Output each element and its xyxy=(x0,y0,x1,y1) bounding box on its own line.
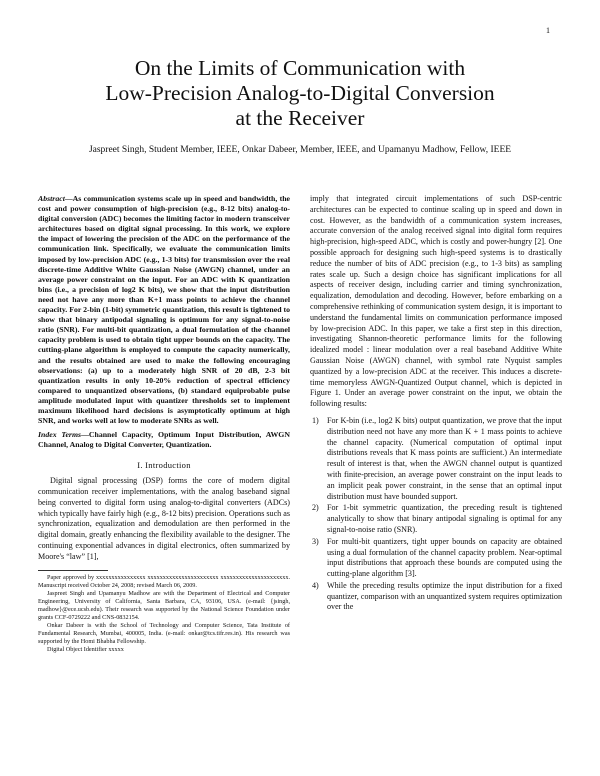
list-item xyxy=(310,581,562,613)
title-line-2: Low-Precision Analog-to-Digital Conversion xyxy=(105,81,495,105)
index-terms xyxy=(38,430,290,450)
list-item xyxy=(310,416,562,502)
list-item xyxy=(310,537,562,580)
right-column-paragraph: imply that integrated circuit implementations of such DSP-centric architectures can be expected to continue scaling up in speed and down in cost. However, as the bandwidth of a communication system increases, accurate conversion of the analog received signal into digital form requires high-precision, high-speed ADC, which is costly and power-hungry [2]. One possible approach for designing such high-speed systems is to drastically reduce the number of bits of ADC precision (e.g., to 1-3 bits) as sampling rates scale up. Such a design choice has significant implications for all aspects of receiver design, including carrier and timing synchronization, equalization, demodulation and decoding. However, before embarking on a comprehensive rethinking of communication system design, it is important to understand the fundamental limits on communication performance imposed by low-precision ADC. In this paper, we take a first step in this direction, investigating Shannon-theoretic performance limits for the following idealized model : linear modulation over a real baseband Additive White Gaussian Noise (AWGN) channel, with symbol rate Nyquist samples quantized by a low-precision ADC at the receiver. This induces a discrete-time memoryless AWGN-Quantized Output channel, which is depicted in Figure 1. Under an average power constraint on the input, we obtain the following results: xyxy=(310,194,562,409)
index-terms-label: Index Terms xyxy=(38,430,82,440)
right-column xyxy=(310,194,562,614)
list-item xyxy=(310,503,562,535)
title-line-3: at the Receiver xyxy=(235,106,365,130)
results-list xyxy=(310,416,562,613)
page-number: 1 xyxy=(546,26,550,35)
author-list: Jaspreet Singh, Student Member, IEEE, Onkar Dabeer, Member, IEEE, and Upamanyu Madhow, Fellow, IEEE xyxy=(88,145,512,155)
index-terms-text: —Channel Capacity, Optimum Input Distribution, AWGN Channel, Analog to Digital Converter, Quantization. xyxy=(38,430,290,450)
abstract xyxy=(38,194,290,426)
list-item-number: 1) xyxy=(312,415,319,425)
footnote-dabeer: Onkar Dabeer is with the School of Technology and Computer Science, Tata Institute of Fundamental Research, Mumbai, 400005, India. (e-mail: onkar@tcs.tifr.res.in). His research was supported by the Homi Bhabha Fellowship. xyxy=(38,621,290,645)
list-item-number: 3) xyxy=(312,536,319,546)
list-item-number: 2) xyxy=(312,503,319,513)
list-item-text: For K-bin (i.e., log2 K bits) output quantization, we prove that the input distribution need not have any more than K + 1 mass points to achieve the channel capacity. (Numerical computation of optimal input distributions reveals that K mass points are sufficient.) An intermediate result of interest is that, when the AWGN channel output is quantized with finite-precision, an average power constraint on the input leads to an implicit peak power constraint, in the sense that an optimal input distribution must have bounded support. xyxy=(327,415,562,501)
list-item-text: For 1-bit symmetric quantization, the preceding result is tightened analytically to show that binary antipodal signaling is optimal for any signal-to-noise ratio (SNR). xyxy=(327,503,562,534)
list-item-text: While the preceding results optimize the input distribution for a fixed quantizer, comparison with an unquantized system requires optimization over the xyxy=(327,580,562,612)
footnote-approval: Paper approved by xxxxxxxxxxxxxxxx xxxxxxxxxxxxxxxxxxxxxxx xxxxxxxxxxxxxxxxxxxxxx. Manuscript received October 24, 2008; revised March 06, 2009. xyxy=(38,573,290,589)
paper-title xyxy=(60,56,540,131)
abstract-label: Abstract xyxy=(38,194,65,203)
left-column xyxy=(38,194,290,654)
intro-paragraph: Digital signal processing (DSP) forms the core of modern digital communication receiver implementations, with the analog baseband signal being converted to digital form using analog-to-digital converters (ADCs) which typically have fairly high (e.g., 8-12 bits) precision. Operations such as synchronization, equalization and demodulation are then performed in the digital domain, greatly enhancing the flexibility available to the designer. The continuing exponential advances in digital electronics, often summarized by Moore's “law” [1], xyxy=(38,476,290,561)
footnote-singh-madhow: Jaspreet Singh and Upamanyu Madhow are with the Department of Electrical and Computer Engineering, University of California, Santa Barbara, CA, 93106, USA. (e-mail: {jsingh, madhow}@ece.ucsb.edu). Their research was supported by the National Science Foundation under grants CCF-0729222 and CNS-0832154. xyxy=(38,589,290,621)
list-item-number: 4) xyxy=(312,580,319,590)
title-line-1: On the Limits of Communication with xyxy=(134,56,466,80)
section-heading-introduction: I. Introduction xyxy=(137,460,191,471)
list-item-text: For multi-bit quantizers, tight upper bounds on capacity are obtained using a dual formulation of the channel capacity problem. Near-optimal input distributions that approach these bounds are computed using the cutting-plane algorithm [3]. xyxy=(327,536,562,579)
abstract-text: —As communication systems scale up in speed and bandwidth, the cost and power consumption of high-precision (e.g., 8-12 bits) analog-to-digital conversion (ADC) becomes the limiting factor in modern transceiver architectures based on digital signal processing. In this work, we explore the impact of lowering the precision of the ADC on the performance of the communication link. Specifically, we evaluate the communication limits imposed by low-precision ADC (e.g., 1-3 bits) for transmission over the real discrete-time Additive White Gaussian Noise (AWGN) channel, under an average power constraint on the input. For an ADC with K quantization bins (i.e., a precision of log2 K bits), we show that the input distribution need not have any more than K+1 mass points to achieve the channel capacity. For 2-bin (1-bit) symmetric quantization, this result is tightened to show that binary antipodal signaling is optimum for any signal-to-noise ratio (SNR). For multi-bit quantization, a dual formulation of the channel capacity problem is used to obtain tight upper bounds on the capacity. The cutting-plane algorithm is employed to compute the capacity numerically, and the results obtained are used to make the following encouraging observations: (a) up to a moderately high SNR of 20 dB, 2-3 bit quantization results in only 10-20% reduction of spectral efficiency compared to unquantized observations, (b) standard equiprobable pulse amplitude modulated input with quantizer thresholds set to implement maximum likelihood hard decisions is asymptotically optimum at high SNR, and works well at low to moderate SNRs as well. xyxy=(38,194,290,426)
footnote-doi: Digital Object Identifier xxxxx xyxy=(47,645,124,653)
footnote-divider xyxy=(38,570,108,571)
